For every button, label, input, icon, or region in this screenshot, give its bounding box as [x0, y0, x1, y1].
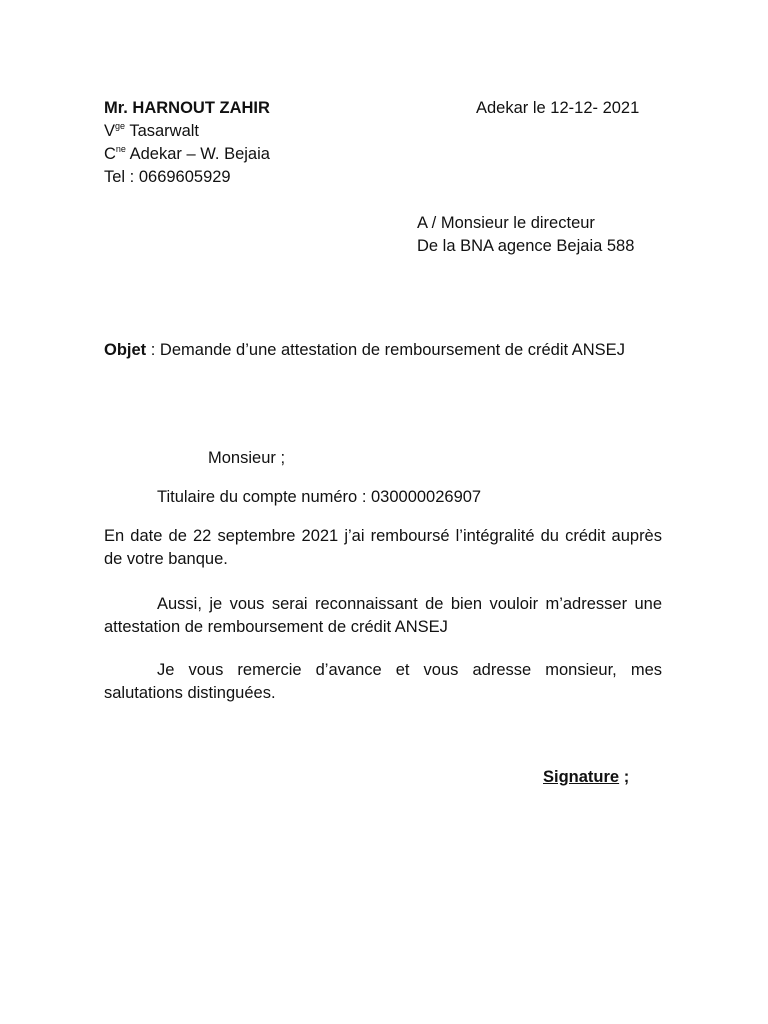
signature-line [543, 766, 629, 789]
account-line: Titulaire du compte numéro : 030000026907 [157, 488, 482, 506]
subject-label: Objet [104, 341, 147, 359]
body-paragraph-3: Je vous remercie d’avance et vous adresse monsieur, mes salutations distinguées. [104, 661, 662, 702]
sender-phone: Tel : 0669605929 [104, 168, 231, 186]
sender-address-line-1: $V^{ge}$ Tasarwalt [104, 120, 200, 140]
signature-suffix: ; [619, 768, 630, 786]
sender-address-line-2: $C^{ne}$ Adekar – W. Bejaia [104, 143, 270, 163]
recipient-line-2: De la BNA agence Bejaia 588 [417, 237, 635, 255]
body-paragraph-1: En date de 22 septembre 2021 j’ai remboursé l’intégralité du crédit auprès de votre banque. [104, 527, 662, 568]
sender-name: Mr. HARNOUT ZAHIR [104, 99, 270, 117]
subject-line [104, 339, 662, 362]
subject-text: : Demande d’une attestation de remboursement de crédit ANSEJ [146, 341, 625, 359]
body-paragraph-2: Aussi, je vous serai reconnaissant de bien vouloir m’adresser une attestation de remboursement de crédit ANSEJ [104, 595, 662, 636]
recipient-line-1: A / Monsieur le directeur [417, 214, 595, 232]
signature-label: Signature [543, 768, 620, 786]
place-date: Adekar le 12-12- 2021 [476, 99, 640, 117]
salutation: Monsieur ; [208, 449, 286, 467]
